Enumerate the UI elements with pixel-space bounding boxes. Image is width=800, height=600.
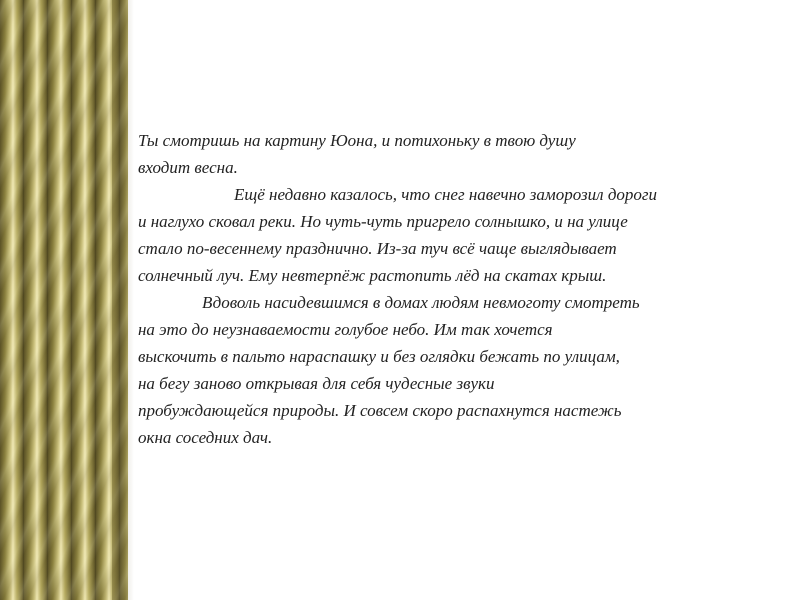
text-line: Ты смотришь на картину Юона, и потихоньку в твою душу [138,131,576,150]
text-line: на бегу заново открывая для себя чудесные звуки [138,374,495,393]
text-line: солнечный луч. Ему невтерпёж растопить лёд на скатах крыш. [138,266,607,285]
text-line: Вдоволь насидевшимся в домах людям невмоготу смотреть [202,293,640,312]
text-line: выскочить в пальто нараспашку и без оглядки бежать по улицам, [138,347,620,366]
curtain-sheen [0,0,128,600]
text-line: Ещё недавно казалось, что снег навечно заморозил дороги [234,185,658,204]
essay-text [138,127,778,451]
curtain-shadow [112,0,134,600]
text-line: стало по-весеннему празднично. Из-за туч всё чаще выглядывает [138,239,617,258]
text-line: входит весна. [138,158,238,177]
text-line: на это до неузнаваемости голубое небо. Им так хочется [138,320,553,339]
text-line: окна соседних дач. [138,428,273,447]
text-line: пробуждающейся природы. И совсем скоро распахнутся настежь [138,401,622,420]
text-line: и наглухо сковал реки. Но чуть-чуть пригрело солнышко, и на улице [138,212,628,231]
